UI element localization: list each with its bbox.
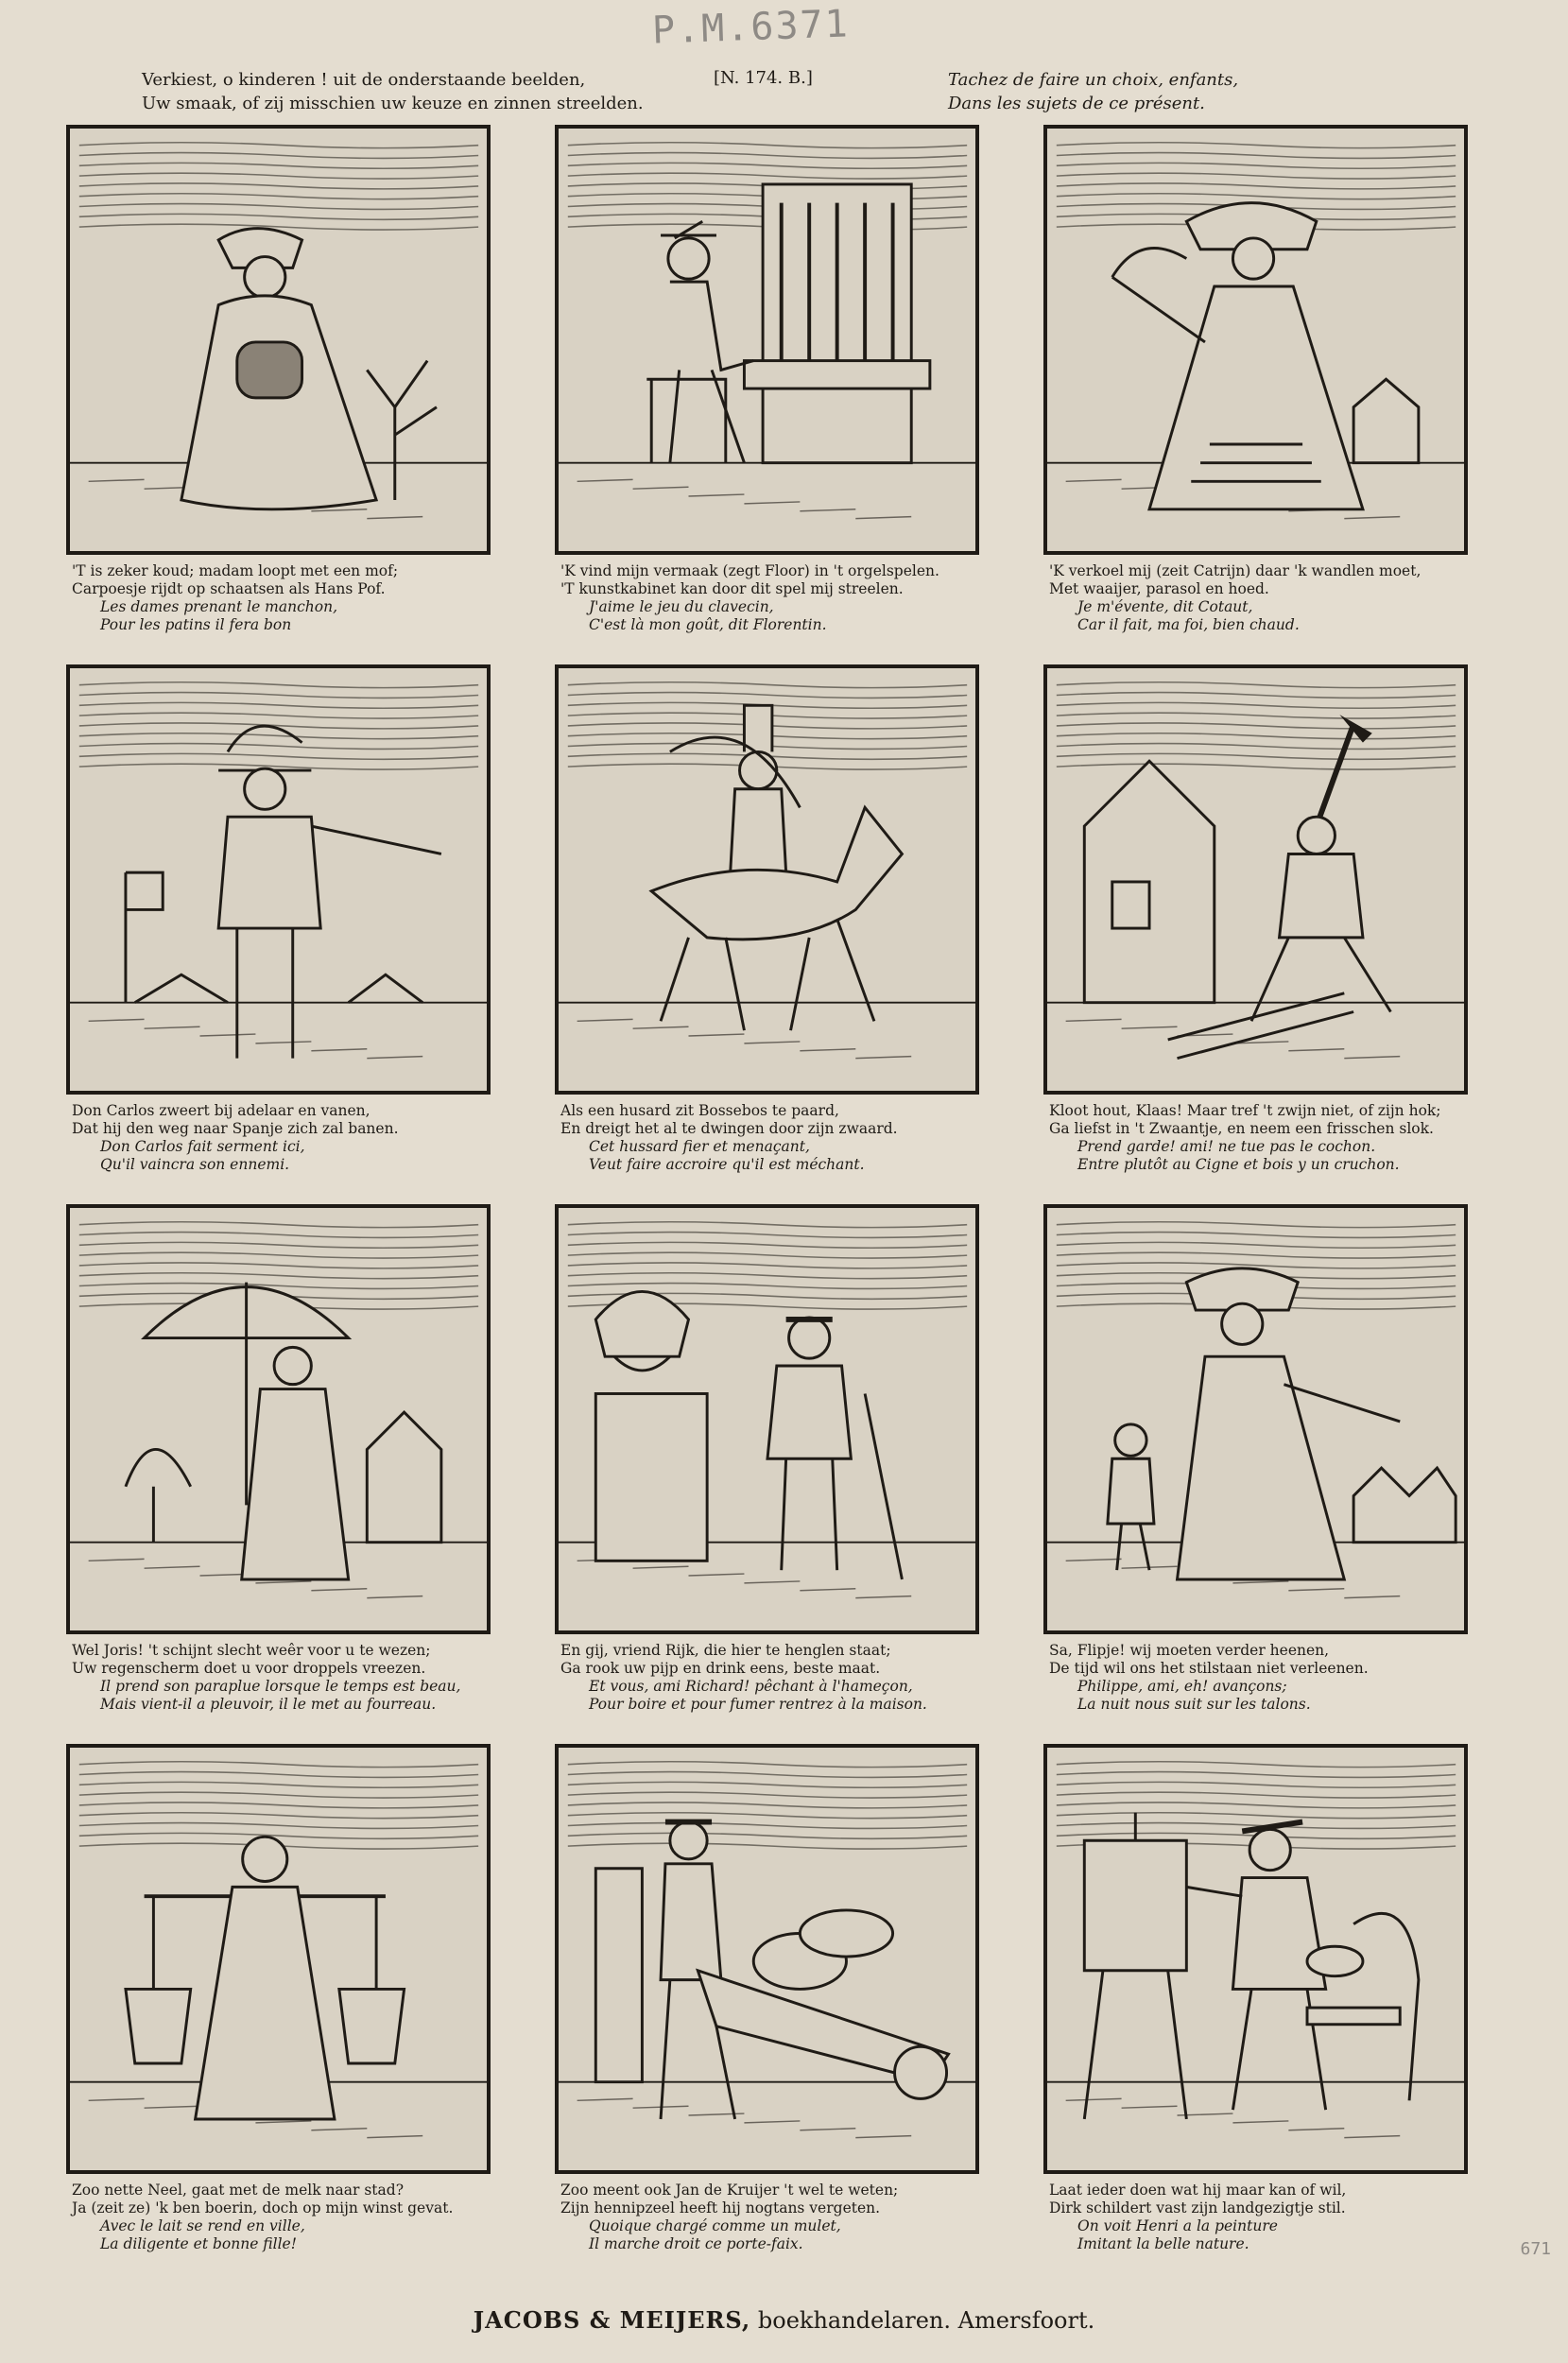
painter-at-easel-icon: [1047, 1748, 1464, 2170]
woodcut-image: [555, 1744, 979, 2174]
publisher-name: JACOBS & MEIJERS,: [473, 2306, 751, 2334]
caption-dutch-line: Don Carlos zweert bij adelaar en vanen,: [72, 1102, 370, 1119]
caption-french-line: Mais vient-il a pleuvoir, il le met au fourreau.: [100, 1696, 437, 1713]
panel-caption: [59, 1102, 498, 1174]
panel-caption: [547, 2182, 987, 2253]
caption-french-line: Et vous, ami Richard! pêchant à l'hameçon,: [589, 1678, 913, 1695]
woodcut-panel: [59, 125, 498, 647]
panel-caption: [1036, 1102, 1475, 1174]
woodcut-image: [66, 664, 491, 1095]
caption-french-line: Avec le lait se rend en ville,: [100, 2217, 305, 2234]
caption-dutch-line: Uw regenscherm doet u voor droppels vreezen.: [72, 1660, 426, 1677]
man-with-umbrella-icon: [70, 1208, 487, 1630]
caption-dutch-line: Ja (zeit ze) 'k ben boerin, doch op mijn winst gevat.: [72, 2199, 454, 2216]
caption-french-line: Quoique chargé comme un mulet,: [589, 2217, 841, 2234]
publisher-place: boekhandelaren. Amersfoort.: [750, 2307, 1095, 2334]
woman-with-fan-icon: [1047, 129, 1464, 551]
caption-dutch-line: De tijd wil ons het stilstaan niet verleenen.: [1049, 1660, 1369, 1677]
caption-dutch-line: 'K verkoel mij (zeit Catrijn) daar 'k wandlen moet,: [1049, 562, 1422, 579]
woodcut-image: [1043, 1744, 1468, 2174]
sheet-number: [N. 174. B.]: [714, 68, 813, 88]
caption-french-line: Je m'évente, dit Cotaut,: [1077, 598, 1253, 615]
caption-dutch-line: Wel Joris! 't schijnt slecht weêr voor u te wezen;: [72, 1642, 431, 1659]
caption-french-line: Imitant la belle nature.: [1077, 2235, 1249, 2252]
caption-dutch-line: Dirk schildert vast zijn landgezigtje stil.: [1049, 2199, 1346, 2216]
caption-french-line: Qu'il vaincra son ennemi.: [100, 1156, 290, 1173]
panel-caption: [547, 1102, 987, 1174]
caption-french-line: Philippe, ami, eh! avançons;: [1077, 1678, 1287, 1695]
panel-caption: [1036, 2182, 1475, 2253]
caption-dutch-line: En dreigt het al te dwingen door zijn zwaard.: [560, 1120, 898, 1137]
caption-french-line: Car il fait, ma foi, bien chaud.: [1077, 616, 1300, 633]
caption-dutch-line: 'T kunstkabinet kan door dit spel mij streelen.: [560, 580, 904, 597]
woodcut-panel: [1036, 1204, 1475, 1727]
woodcut-image: [66, 1744, 491, 2174]
woodcut-panel: [59, 664, 498, 1187]
woodcut-image: [555, 664, 979, 1095]
header: [0, 66, 1568, 123]
caption-french-line: Pour les patins il fera bon: [100, 616, 292, 633]
caption-dutch-line: Zijn hennipzeel heeft hij nogtans vergeten.: [560, 2199, 881, 2216]
woodcut-image: [1043, 1204, 1468, 1634]
panel-caption: [59, 1642, 498, 1714]
caption-french-line: Prend garde! ami! ne tue pas le cochon.: [1077, 1138, 1376, 1155]
caption-french-line: Pour boire et pour fumer rentrez à la maison.: [589, 1696, 927, 1713]
organ-player-icon: [559, 129, 975, 551]
panel-caption: [59, 562, 498, 634]
woodcut-image: [555, 1204, 979, 1634]
man-by-urn-icon: [559, 1208, 975, 1630]
caption-dutch-line: 'T is zeker koud; madam loopt met een mof;: [72, 562, 399, 579]
caption-dutch-line: 'K vind mijn vermaak (zegt Floor) in 't orgelspelen.: [560, 562, 939, 579]
caption-french-line: Il marche droit ce porte-faix.: [589, 2235, 803, 2252]
caption-french-line: Les dames prenant le manchon,: [100, 598, 338, 615]
woodcut-panel: [1036, 1744, 1475, 2267]
man-with-wheelbarrow-icon: [559, 1748, 975, 2170]
panel-caption: [1036, 562, 1475, 634]
caption-dutch-line: Sa, Flipje! wij moeten verder heenen,: [1049, 1642, 1330, 1659]
woodcut-panel: [547, 1204, 987, 1727]
caption-french-line: Il prend son paraplue lorsque le temps est beau,: [100, 1678, 461, 1695]
woodcut-panel: [547, 1744, 987, 2267]
caption-french-line: C'est là mon goût, dit Florentin.: [589, 616, 827, 633]
caption-french-line: Don Carlos fait serment ici,: [100, 1138, 305, 1155]
caption-french-line: Veut faire accroire qu'il est méchant.: [589, 1156, 865, 1173]
woodcut-panel: [547, 664, 987, 1187]
woodcut-panel: [1036, 664, 1475, 1187]
archive-mark: P.M.6371: [651, 2, 851, 53]
caption-dutch-line: Carpoesje rijdt op schaatsen als Hans Pof.: [72, 580, 386, 597]
caption-french-line: On voit Henri a la peinture: [1077, 2217, 1278, 2234]
caption-dutch-line: Met waaijer, parasol en hoed.: [1049, 580, 1269, 597]
caption-dutch-line: Zoo meent ook Jan de Kruijer 't wel te weten;: [560, 2182, 899, 2199]
caption-dutch-line: Dat hij den weg naar Spanje zich zal banen.: [72, 1120, 399, 1137]
caption-dutch-line: Kloot hout, Klaas! Maar tref 't zwijn niet, of zijn hok;: [1049, 1102, 1441, 1119]
panel-caption: [547, 1642, 987, 1714]
caption-dutch-line: Ga liefst in 't Zwaantje, en neem een frisschen slok.: [1049, 1120, 1434, 1137]
woodcut-image: [1043, 664, 1468, 1095]
caption-dutch-line: En gij, vriend Rijk, die hier te henglen staat;: [560, 1642, 891, 1659]
side-mark: 671: [1520, 2239, 1551, 2259]
panel-caption: [59, 2182, 498, 2253]
hussar-on-horse-icon: [559, 668, 975, 1091]
man-chopping-wood-icon: [1047, 668, 1464, 1091]
caption-dutch-line: Ga rook uw pijp en drink eens, beste maat.: [560, 1660, 881, 1677]
caption-french-line: La diligente et bonne fille!: [100, 2235, 297, 2252]
milkmaid-icon: [70, 1748, 487, 2170]
caption-dutch-line: Laat ieder doen wat hij maar kan of wil,: [1049, 2182, 1347, 2199]
woodcut-panel: [547, 125, 987, 647]
woodcut-image: [66, 125, 491, 555]
caption-dutch-line: Als een husard zit Bossebos te paard,: [560, 1102, 839, 1119]
panel-caption: [1036, 1642, 1475, 1714]
caption-french-line: Entre plutôt au Cigne et bois y un cruchon.: [1077, 1156, 1400, 1173]
woodcut-grid: [59, 125, 1476, 2267]
caption-french-line: Cet hussard fier et menaçant,: [589, 1138, 810, 1155]
header-dutch-verse: Verkiest, o kinderen ! uit de onderstaande beelden, Uw smaak, of zij misschien uw keuze en zinnen streelden.: [142, 70, 644, 113]
woodcut-image: [66, 1204, 491, 1634]
soldier-with-flag-icon: [70, 668, 487, 1091]
woodcut-image: [555, 125, 979, 555]
caption-dutch-line: Zoo nette Neel, gaat met de melk naar stad?: [72, 2182, 405, 2199]
caption-french-line: La nuit nous suit sur les talons.: [1077, 1696, 1311, 1713]
caption-french-line: J'aime le jeu du clavecin,: [589, 598, 774, 615]
woodcut-panel: [1036, 125, 1475, 647]
header-french-verse: Tachez de faire un choix, enfants, Dans les sujets de ce présent.: [948, 70, 1239, 113]
woodcut-panel: [59, 1204, 498, 1727]
woodcut-image: [1043, 125, 1468, 555]
woman-and-child-icon: [1047, 1208, 1464, 1630]
panel-caption: [547, 562, 987, 634]
woodcut-panel: [59, 1744, 498, 2267]
imprint: [0, 2306, 1568, 2334]
woman-with-muff-icon: [70, 129, 487, 551]
